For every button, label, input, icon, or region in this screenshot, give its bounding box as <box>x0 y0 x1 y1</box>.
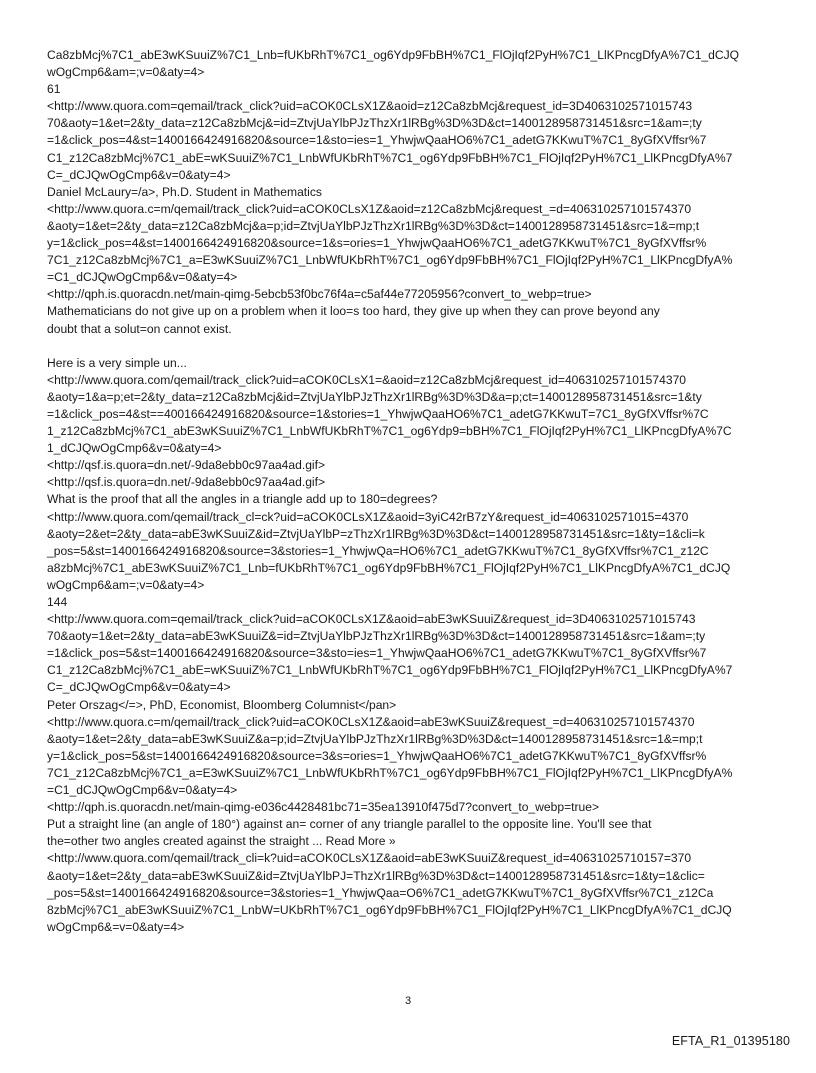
text-line: <http://www.quora.com=qemail/track_click?uid=aCOK0CLsX1Z&aoid=z12Ca8zbMcj&request_id=3D4063102571015743 <box>47 99 693 114</box>
text-line: <http://qsf.is.quora=dn.net/-9da8ebb0c97aa4ad.gif> <box>47 458 326 473</box>
text-line: _pos=5&st=1400166424916820&source=3&stories=1_YhwjwQaa=O6%7C1_adetG7KKwuT%7C1_8yGfXVffsr%7C1_z12Ca <box>47 885 714 900</box>
text-line: 61 <box>47 82 61 97</box>
text-line: <http://www.quora.c=m/qemail/track_click?uid=aCOK0CLsX1Z&aoid=abE3wKSuuiZ&request_=d=406310257101574370 <box>47 714 695 729</box>
text-line: =1&click_pos=5&st=1400166424916820&source=3&sto=ies=1_YhwjwQaaHO6%7C1_adetG7KKwuT%7C1_8yGfXVffsr%7 <box>47 646 707 661</box>
text-line: &aoty=2&et=2&ty_data=abE3wKSuuiZ&id=ZtvjUaYlbP=zThzXr1lRBg%3D%3D&ct=1400128958731451&src=1&ty=1&cli=k <box>47 526 705 541</box>
text-line: 144 <box>47 595 68 609</box>
text-line: =1&click_pos=4&st==400166424916820&source=1&stories=1_YhwjwQaaHO6%7C1_adetG7KKwuT=7C1_8yGfXVffsr%7C <box>47 406 709 421</box>
text-line: C=_dCJQwOgCmp6&v=0&aty=4> <box>47 680 231 695</box>
text-line: doubt that a solut=on cannot exist. <box>47 321 232 336</box>
text-line: C=_dCJQwOgCmp6&v=0&aty=4> <box>47 167 231 182</box>
document-body <box>47 47 777 936</box>
text-line: Put a straight line (an angle of 180°) against an= corner of any triangle parallel to the opposite line. You'll see that <box>47 817 652 832</box>
text-line: C1_z12Ca8zbMcj%7C1_abE=wKSuuiZ%7C1_LnbWfUKbRhT%7C1_og6Ydp9FbBH%7C1_FlOjIqf2PyH%7C1_LlKPncgDfyA%7 <box>47 150 733 165</box>
text-line: <http://www.quora.com/qemail/track_cl=ck?uid=aCOK0CLsX1Z&aoid=3yiC42rB7zY&request_id=4063102571015=4370 <box>47 509 689 524</box>
text-line: y=1&click_pos=4&st=1400166424916820&source=1&s=ories=1_YhwjwQaaHO6%7C1_adetG7KKwuT%7C1_8yGfXVffsr% <box>47 236 707 251</box>
text-line: <http://www.quora.com/qemail/track_click?uid=aCOK0CLsX1=&aoid=z12Ca8zbMcj&request_id=406310257101574370 <box>47 372 687 387</box>
text-line: <http://qph.is.quoracdn.net/main-qimg-e036c4428481bc71=35ea13910f475d7?convert_to_webp=true> <box>47 800 600 815</box>
text-line: <http://www.quora.c=m/qemail/track_click?uid=aCOK0CLsX1Z&aoid=z12Ca8zbMcj&request_=d=406310257101574370 <box>47 201 692 216</box>
text-line: &aoty=1&et=2&ty_data=abE3wKSuuiZ&id=ZtvjUaYlbPJ=ThzXr1lRBg%3D%3D&ct=1400128958731451&src=1&ty=1&clic= <box>47 868 705 883</box>
text-line: 1_dCJQwOgCmp6&v=0&aty=4> <box>47 441 222 456</box>
text-line: What is the proof that all the angles in a triangle add up to 180=degrees? <box>47 492 438 507</box>
text-line: Peter Orszag</=>, PhD, Economist, Bloomberg Columnist</pan> <box>47 697 397 712</box>
text-line: &aoty=1&a=p;et=2&ty_data=z12Ca8zbMcj&id=ZtvjUaYlbPJzThzXr1lRBg%3D%3D&a=p;ct=1400128958731451&src=1&ty <box>47 389 702 404</box>
text-line: =1&click_pos=4&st=1400166424916820&source=1&sto=ies=1_YhwjwQaaHO6%7C1_adetG7KKwuT%7C1_8yGfXVffsr%7 <box>47 133 707 148</box>
text-line: &aoty=1&et=2&ty_data=z12Ca8zbMcj&a=p;id=ZtvjUaYlbPJzThzXr1lRBg%3D%3D&ct=1400128958731451&src=1&=mp;t <box>47 218 700 233</box>
text-line: Ca8zbMcj%7C1_abE3wKSuuiZ%7C1_Lnb=fUKbRhT%7C1_og6Ydp9FbBH%7C1_FlOjIqf2PyH%7C1_LlKPncgDfyA%7C1_dCJQ <box>47 48 740 62</box>
text-line: Here is a very simple un... <box>47 355 187 370</box>
text-line: wOgCmp6&am=;v=0&aty=4> <box>47 65 205 80</box>
text-line: a8zbMcj%7C1_abE3wKSuuiZ%7C1_Lnb=fUKbRhT%7C1_og6Ydp9FbBH%7C1_FlOjIqf2PyH%7C1_LlKPncgDfyA%7C1_dCJQ <box>47 560 731 575</box>
text-line: 70&aoty=1&et=2&ty_data=z12Ca8zbMcj&=id=ZtvjUaYlbPJzThzXr1lRBg%3D%3D&ct=1400128958731451&src=1&am=;ty <box>47 116 702 131</box>
text-line: 8zbMcj%7C1_abE3wKSuuiZ%7C1_LnbW=UKbRhT%7C1_og6Ydp9FbBH%7C1_FlOjIqf2PyH%7C1_LlKPncgDfyA%7C1_dCJQ <box>47 902 732 917</box>
blank-line <box>47 338 777 355</box>
text-line: <http://qph.is.quoracdn.net/main-qimg-5ebcb53f0bc76f4a=c5af44e77205956?convert_to_webp=true> <box>47 287 592 302</box>
text-line: 7C1_z12Ca8zbMcj%7C1_a=E3wKSuuiZ%7C1_LnbWfUKbRhT%7C1_og6Ydp9FbBH%7C1_FlOjIqf2PyH%7C1_LlKPncgDfyA% <box>47 253 733 268</box>
text-line: y=1&click_pos=5&st=1400166424916820&source=3&s=ories=1_YhwjwQaaHO6%7C1_adetG7KKwuT%7C1_8yGfXVffsr% <box>47 748 707 763</box>
text-line: &aoty=1&et=2&ty_data=abE3wKSuuiZ&a=p;id=ZtvjUaYlbPJzThzXr1lRBg%3D%3D&ct=1400128958731451&src=1&=mp;t <box>47 731 703 746</box>
text-line: Mathematicians do not give up on a problem when it loo=s too hard, they give up when they can prove beyond any <box>47 304 660 319</box>
page-number: 3 <box>404 995 412 1007</box>
text-line: wOgCmp6&am=;v=0&aty=4> <box>47 577 205 592</box>
text-line: <http://www.quora.com/qemail/track_cli=k?uid=aCOK0CLsX1Z&aoid=abE3wKSuuiZ&request_id=40631025710157=370 <box>47 851 692 866</box>
text-line: =C1_dCJQwOgCmp6&v=0&aty=4> <box>47 270 238 285</box>
text-line: 70&aoty=1&et=2&ty_data=abE3wKSuuiZ&=id=ZtvjUaYlbPJzThzXr1lRBg%3D%3D&ct=1400128958731451&src=1&am=;ty <box>47 629 706 644</box>
text-line: _pos=5&st=1400166424916820&source=3&stories=1_YhwjwQa=HO6%7C1_adetG7KKwuT%7C1_8yGfXVffsr%7C1_z12C <box>47 543 709 558</box>
text-line: C1_z12Ca8zbMcj%7C1_abE=wKSuuiZ%7C1_LnbWfUKbRhT%7C1_og6Ydp9FbBH%7C1_FlOjIqf2PyH%7C1_LlKPncgDfyA%7 <box>47 663 733 678</box>
bates-stamp: EFTA_R1_01395180 <box>671 1034 790 1048</box>
text-line: Daniel McLaury=/a>, Ph.D. Student in Mathematics <box>47 184 322 199</box>
text-line: 7C1_z12Ca8zbMcj%7C1_a=E3wKSuuiZ%7C1_LnbWfUKbRhT%7C1_og6Ydp9FbBH%7C1_FlOjIqf2PyH%7C1_LlKPncgDfyA% <box>47 765 733 780</box>
text-line: =C1_dCJQwOgCmp6&v=0&aty=4> <box>47 783 238 798</box>
text-line: <http://www.quora.com=qemail/track_click?uid=aCOK0CLsX1Z&aoid=abE3wKSuuiZ&request_id=3D4063102571015743 <box>47 612 696 627</box>
text-line: wOgCmp6&=v=0&aty=4> <box>47 919 185 934</box>
text-line: the=other two angles created against the straight ... Read More » <box>47 834 396 849</box>
text-line: 1_z12Ca8zbMcj%7C1_abE3wKSuuiZ%7C1_LnbWfUKbRhT%7C1_og6Ydp9=bBH%7C1_FlOjIqf2PyH%7C1_LlKPncgDfyA%7C <box>47 424 732 439</box>
text-line: <http://qsf.is.quora=dn.net/-9da8ebb0c97aa4ad.gif> <box>47 475 326 490</box>
